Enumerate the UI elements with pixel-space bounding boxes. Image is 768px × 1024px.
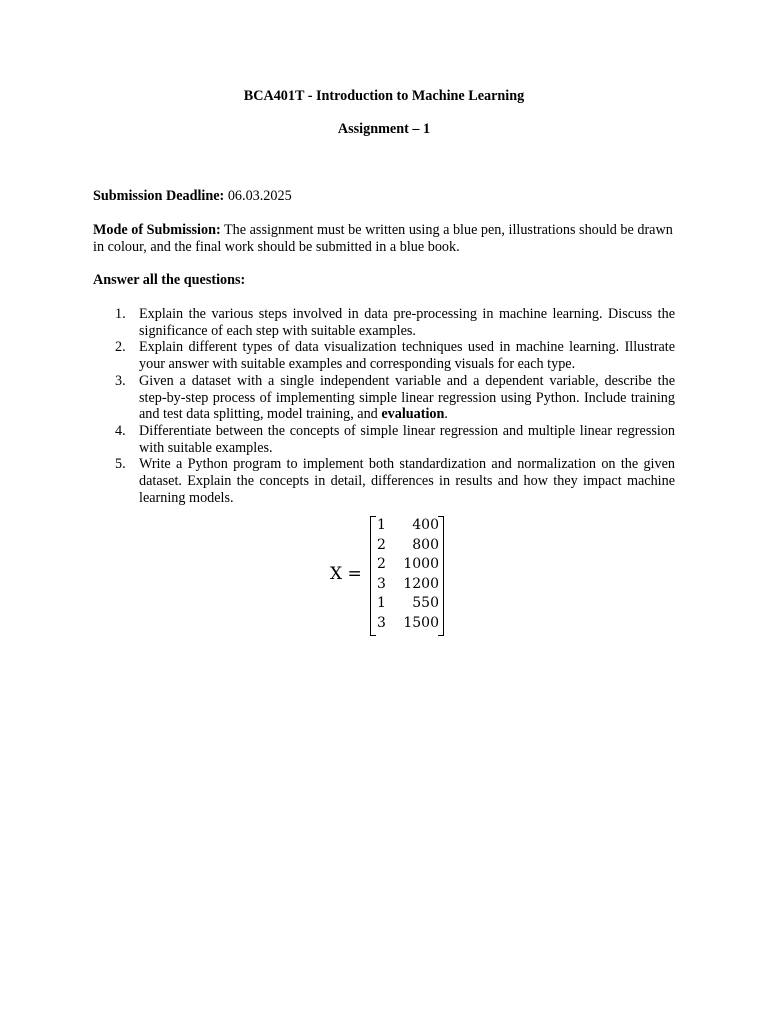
matrix-cell: 550: [412, 595, 439, 611]
question-list: [93, 306, 675, 506]
question-number: 3.: [115, 372, 126, 389]
course-title: BCA401T - Introduction to Machine Learning: [243, 88, 525, 104]
mode-label: Mode of Submission:: [93, 222, 221, 238]
question-text: Differentiate between the concepts of simple linear regression and multiple linear regression with suitable examples.: [139, 422, 675, 456]
question-text-emphasis: evaluation: [381, 406, 445, 423]
matrix-left-bracket: [370, 516, 376, 636]
matrix-cell: 1: [377, 595, 386, 611]
matrix-row: [377, 555, 439, 575]
matrix-row: [377, 536, 439, 556]
matrix-cell: 3: [377, 614, 386, 631]
question-text-end: .: [444, 406, 448, 423]
question-item: [93, 306, 675, 339]
question-number: 5.: [115, 456, 126, 473]
data-matrix: [330, 514, 460, 636]
submission-deadline: [93, 188, 675, 205]
matrix-cell: 400: [412, 517, 439, 533]
matrix-cell: 800: [412, 536, 439, 553]
matrix-row: [377, 575, 439, 595]
matrix-row: [377, 614, 439, 634]
matrix-rows: [377, 516, 439, 633]
matrix-cell: 2: [377, 556, 386, 572]
question-number: 1.: [115, 306, 126, 322]
matrix-cell: 1: [377, 517, 386, 533]
deadline-value: 06.03.2025: [227, 188, 292, 204]
deadline-label: Submission Deadline:: [93, 188, 225, 204]
question-text: Explain different types of data visualization techniques used in machine learning. Illustrate your answer with suitable examples and corresponding visuals for each type.: [139, 339, 675, 373]
question-text: Write a Python program to implement both standardization and normalization on the given dataset. Explain the concepts in detail, differences in results and how they impact machine learning models.: [139, 456, 675, 506]
instructions: Answer all the questions:: [93, 272, 246, 288]
question-text: Given a dataset with a single independent variable and a dependent variable, describe the step-by-step process of implementing simple linear regression using Python. Include training and test data splitting, model training, and: [139, 372, 675, 423]
question-item: [93, 423, 675, 456]
question-item: [93, 373, 675, 423]
matrix-row: [377, 594, 439, 614]
matrix-cell: 1500: [403, 614, 439, 631]
matrix-label: X =: [330, 564, 362, 584]
matrix-cell: 1000: [403, 556, 439, 572]
matrix-row: [377, 516, 439, 536]
matrix-cell: 2: [377, 536, 386, 553]
matrix-cell: 1200: [403, 575, 439, 592]
question-number: 2.: [115, 339, 126, 356]
assignment-title: Assignment – 1: [337, 121, 431, 137]
question-text: Explain the various steps involved in data pre-processing in machine learning. Discuss the significance of each step with suitable examples.: [139, 306, 675, 339]
mode-value: The assignment must be written using a blue pen, illustrations should be drawn in colour, and the final work should be submitted in a blue book.: [93, 222, 673, 255]
mode-of-submission: [93, 222, 675, 255]
question-item: [93, 339, 675, 372]
matrix-cell: 3: [377, 575, 386, 592]
question-number: 4.: [115, 422, 126, 439]
question-item: [93, 456, 675, 506]
matrix-body: [370, 516, 444, 634]
